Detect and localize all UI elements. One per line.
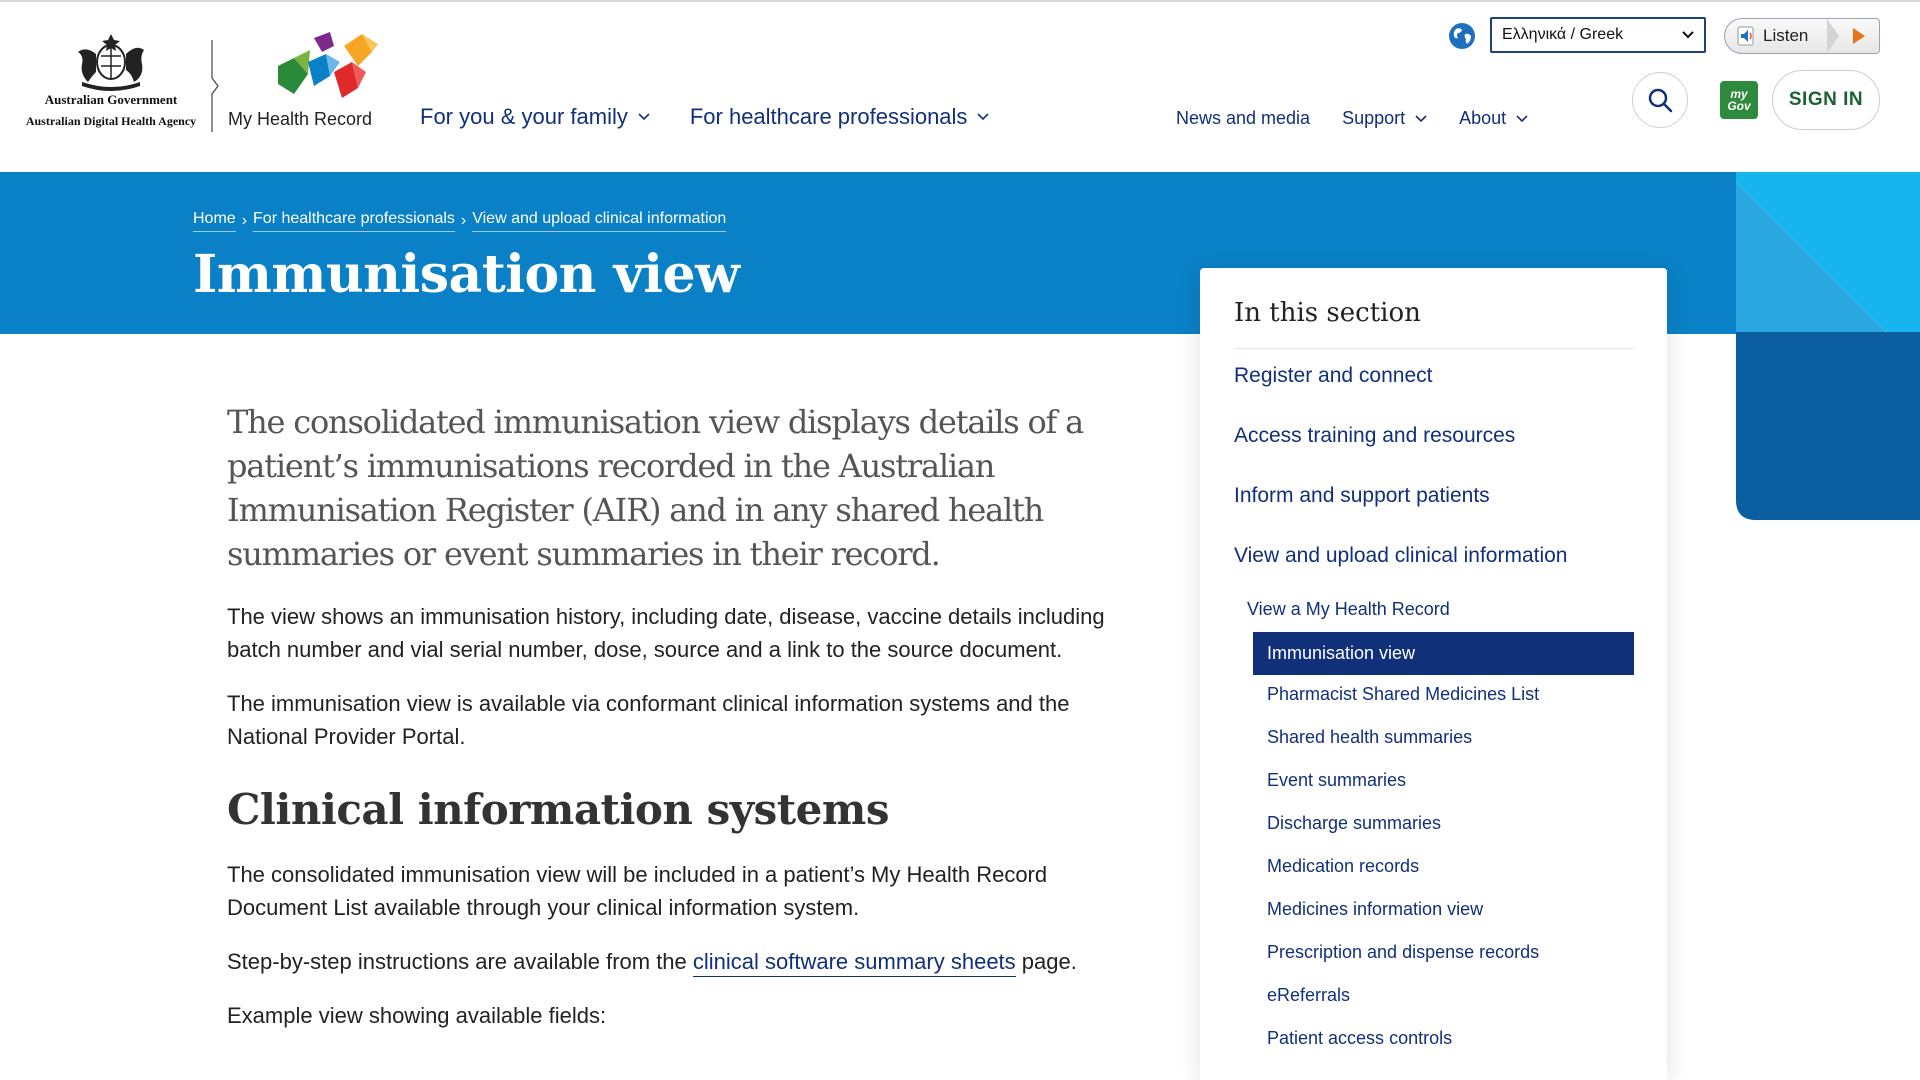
chevron-down-icon <box>638 113 650 121</box>
gov-title: Australian Government <box>44 92 178 107</box>
main-content <box>227 400 1137 1053</box>
sidebar-item-discharge-summaries[interactable]: Discharge summaries <box>1267 813 1442 833</box>
mygov-line1: my <box>1730 87 1748 101</box>
coat-of-arms-icon <box>68 32 154 94</box>
nav-for-you-and-your-family[interactable] <box>420 104 650 130</box>
paragraph-example: Example view showing available fields: <box>227 1003 607 1028</box>
sidebar-item-immunisation-view-active[interactable]: Immunisation view <box>1253 632 1634 675</box>
nav-support[interactable] <box>1342 108 1427 129</box>
main-navigation <box>420 104 989 130</box>
sign-in-button[interactable] <box>1772 70 1880 130</box>
instructions-text-end: page. <box>1015 949 1077 974</box>
australian-government-logo[interactable] <box>20 32 202 136</box>
chevron-down-icon <box>1415 115 1427 123</box>
instructions-text: Step-by-step instructions are available from the <box>227 949 693 974</box>
search-button[interactable] <box>1632 72 1688 128</box>
language-select-value: Ελληνικά / Greek <box>1502 26 1624 43</box>
utility-navigation <box>1176 108 1528 129</box>
chevron-down-icon <box>977 113 989 121</box>
nav-label: For you & your family <box>420 104 628 129</box>
my-health-record-label: My Health Record <box>228 109 373 129</box>
sidebar-item-medication-records[interactable]: Medication records <box>1267 856 1420 876</box>
sidebar-item-inform-support[interactable]: Inform and support patients <box>1234 484 1490 507</box>
sidebar-item-shared-health-summaries[interactable]: Shared health summaries <box>1267 727 1473 747</box>
sidebar-item-ereferrals[interactable]: eReferrals <box>1267 985 1351 1005</box>
breadcrumb-healthcare-professionals[interactable]: For healthcare professionals <box>253 210 455 232</box>
nav-about[interactable] <box>1459 108 1528 129</box>
sidebar-title: In this section <box>1234 298 1421 328</box>
my-health-record-logo[interactable] <box>228 32 388 136</box>
paragraph-availability: The immunisation view is available via conformant clinical information systems and the National Provider Portal. <box>227 691 1070 749</box>
paragraph-instructions <box>227 945 1137 978</box>
globe-icon <box>1448 22 1476 50</box>
nav-for-healthcare-professionals[interactable] <box>690 104 990 130</box>
section-heading: Clinical information systems <box>227 785 889 834</box>
sidebar-item-view-upload[interactable]: View and upload clinical information <box>1234 544 1568 567</box>
breadcrumb-home[interactable]: Home <box>193 210 236 232</box>
sidebar-item-medicines-information-view[interactable]: Medicines information view <box>1267 899 1484 919</box>
nav-label: Support <box>1342 108 1406 128</box>
nav-label: News and media <box>1176 108 1311 128</box>
speaker-icon <box>1735 25 1757 47</box>
paragraph-document-list: The consolidated immunisation view will be included in a patient’s My Health Record Document List available through your clinical information system. <box>227 862 1048 920</box>
lead-paragraph: The consolidated immunisation view displays details of a patient’s immunisations recorded in the Australian Immunisation Register (AIR) and in any shared health summaries or event summaries in their record. <box>227 403 1084 573</box>
sidebar-item-patient-access-controls[interactable]: Patient access controls <box>1267 1028 1453 1048</box>
mygov-line2: Gov <box>1727 99 1751 113</box>
sidebar-item-access-training[interactable]: Access training and resources <box>1234 424 1516 447</box>
sidebar-item-prescription-dispense-records[interactable]: Prescription and dispense records <box>1267 942 1540 962</box>
breadcrumb-separator: › <box>241 212 248 229</box>
breadcrumb-view-upload[interactable]: View and upload clinical information <box>472 210 726 232</box>
page-title: Immunisation view <box>193 244 740 305</box>
listen-button[interactable] <box>1724 18 1880 54</box>
decorative-shape-icon <box>1736 172 1920 520</box>
paragraph-view-details: The view shows an immunisation history, including date, disease, vaccine details including batch number and vial serial number, dose, source and a link to the source document. <box>227 604 1105 662</box>
clinical-software-summary-sheets-link[interactable]: clinical software summary sheets <box>693 949 1016 977</box>
sign-in-label: SIGN IN <box>1788 89 1864 110</box>
agency-title: Australian Digital Health Agency <box>25 114 197 128</box>
section-sidebar <box>1200 268 1667 1080</box>
sidebar-item-register-and-connect[interactable]: Register and connect <box>1234 364 1433 387</box>
chevron-down-icon <box>1682 31 1694 39</box>
play-icon <box>1827 19 1879 53</box>
language-select[interactable] <box>1490 17 1706 53</box>
listen-label: Listen <box>1763 26 1809 45</box>
site-header <box>0 0 1920 172</box>
search-icon <box>1647 87 1673 113</box>
nav-label: About <box>1459 108 1507 128</box>
my-health-record-mark-icon <box>278 32 378 104</box>
nav-label: For healthcare professionals <box>689 104 968 129</box>
breadcrumb-separator: › <box>460 212 467 229</box>
sidebar-item-view-my-health-record[interactable]: View a My Health Record <box>1247 599 1450 619</box>
nav-news-and-media[interactable] <box>1176 108 1310 129</box>
mygov-logo[interactable] <box>1720 81 1758 119</box>
chevron-down-icon <box>1516 115 1528 123</box>
sidebar-divider <box>1234 348 1634 349</box>
sidebar-item-event-summaries[interactable]: Event summaries <box>1267 770 1407 790</box>
sidebar-item-pharmacist-shared-medicines-list[interactable]: Pharmacist Shared Medicines List <box>1267 684 1540 704</box>
logo-divider-icon <box>210 40 220 132</box>
breadcrumb <box>193 210 726 232</box>
